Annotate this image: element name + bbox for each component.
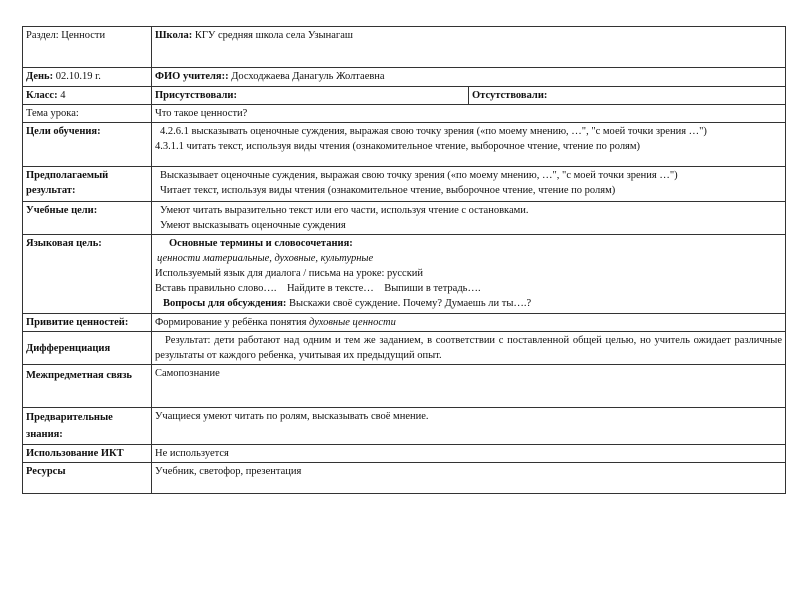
goals-line-2: 4.3.1.1 читать текст, используя виды чтения (ознакомительное чтение, выборочное чтение, чтение по ролям) — [155, 141, 641, 152]
table-row — [23, 123, 786, 167]
topic-label: Тема урока: — [23, 105, 152, 123]
table-row — [23, 445, 786, 463]
prior-label: Предварительные знания: — [23, 408, 152, 445]
teacher-label: ФИО учителя:: — [155, 71, 229, 82]
expected-line-2: Читает текст, используя виды чтения (ознакомительное чтение, выборочное чтение, чтение по ролям) — [160, 185, 616, 196]
school-value: КГУ средняя школа села Узынагаш — [194, 30, 353, 41]
section-cell — [23, 27, 152, 68]
resources-value: Учебник, светофор, презентация — [152, 463, 786, 494]
teacher-cell — [152, 68, 786, 87]
ict-value: Не используется — [152, 445, 786, 463]
table-row — [23, 87, 786, 105]
present-cell — [152, 87, 469, 105]
table-row — [23, 105, 786, 123]
class-value: 4 — [60, 90, 66, 101]
learning-line-1: Умеют читать выразительно текст или его части, используя чтение с остановками. — [160, 205, 529, 216]
absent-label: Отсутствовали: — [472, 90, 548, 101]
learning-cell — [152, 202, 786, 235]
lesson-plan-table — [22, 26, 786, 494]
table-row — [23, 408, 786, 445]
goals-line-1: 4.2.6.1 высказывать оценочные суждения, выражая свою точку зрения («по моему мнению, …", "с моей точки зрения …") — [160, 126, 707, 137]
discussion-title: Вопросы для обсуждения: — [163, 298, 287, 309]
values-cell — [152, 314, 786, 332]
class-cell — [23, 87, 152, 105]
school-cell — [152, 27, 786, 68]
section-value: Ценности — [61, 30, 106, 41]
inter-label: Межпредметная связь — [23, 365, 152, 408]
school-label: Школа: — [155, 30, 193, 41]
table-row — [23, 365, 786, 408]
expected-line-1: Высказывает оценочные суждения, выражая свою точку зрения («по моему мнению, …", "с моей точки зрения …") — [160, 170, 678, 181]
prior-value: Учащиеся умеют читать по ролям, высказывать своё мнение. — [152, 408, 786, 445]
day-value: 02.10.19 г. — [55, 71, 101, 82]
table-row — [23, 202, 786, 235]
table-row — [23, 68, 786, 87]
day-label: День: — [26, 71, 54, 82]
topic-value: Что такое ценности? — [152, 105, 786, 123]
language-terms-title: Основные термины и словосочетания: — [169, 238, 353, 249]
diff-text: Результат: дети работают над одним и тем же заданием, в соответствии с поставленной общей целью, но учитель ожидает различные результаты от каждого ребенка, учитывая их предыдущий опыт. — [152, 332, 786, 365]
language-label: Языковая цель: — [23, 235, 152, 314]
learning-line-2: Умеют высказывать оценочные суждения — [160, 220, 346, 231]
goals-cell — [152, 123, 786, 167]
table-row — [23, 463, 786, 494]
language-terms: ценности материальные, духовные, культурные — [157, 253, 374, 264]
language-cell — [152, 235, 786, 314]
absent-cell — [469, 87, 786, 105]
table-row — [23, 27, 786, 68]
values-text: Формирование у ребёнка понятия — [155, 317, 307, 328]
diff-label: Дифференциация — [23, 332, 152, 365]
learning-label: Учебные цели: — [23, 202, 152, 235]
teacher-value: Досходжаева Данагуль Жолтаевна — [231, 71, 385, 82]
inter-value: Самопознание — [152, 365, 786, 408]
discussion-text: Выскажи своё суждение. Почему? Думаешь ли ты….? — [289, 298, 532, 309]
lesson-plan-sheet — [22, 26, 786, 494]
language-phrases: Вставь правильно слово…. Найдите в тексте… Выпиши в тетрадь…. — [155, 283, 481, 294]
table-row — [23, 235, 786, 314]
expected-cell — [152, 167, 786, 202]
language-used: Используемый язык для диалога / письма на уроке: русский — [155, 268, 424, 279]
section-label: Раздел: — [26, 30, 59, 41]
values-label: Привитие ценностей: — [23, 314, 152, 332]
day-cell — [23, 68, 152, 87]
goals-label: Цели обучения: — [23, 123, 152, 167]
resources-label: Ресурсы — [23, 463, 152, 494]
expected-label: Предполагаемый результат: — [23, 167, 152, 202]
discussion-line — [155, 296, 782, 311]
table-row — [23, 314, 786, 332]
values-italic: духовные ценности — [309, 317, 396, 328]
class-label: Класс: — [26, 90, 58, 101]
ict-label: Использование ИКТ — [23, 445, 152, 463]
present-label: Присутствовали: — [155, 90, 237, 101]
table-row — [23, 167, 786, 202]
table-row — [23, 332, 786, 365]
